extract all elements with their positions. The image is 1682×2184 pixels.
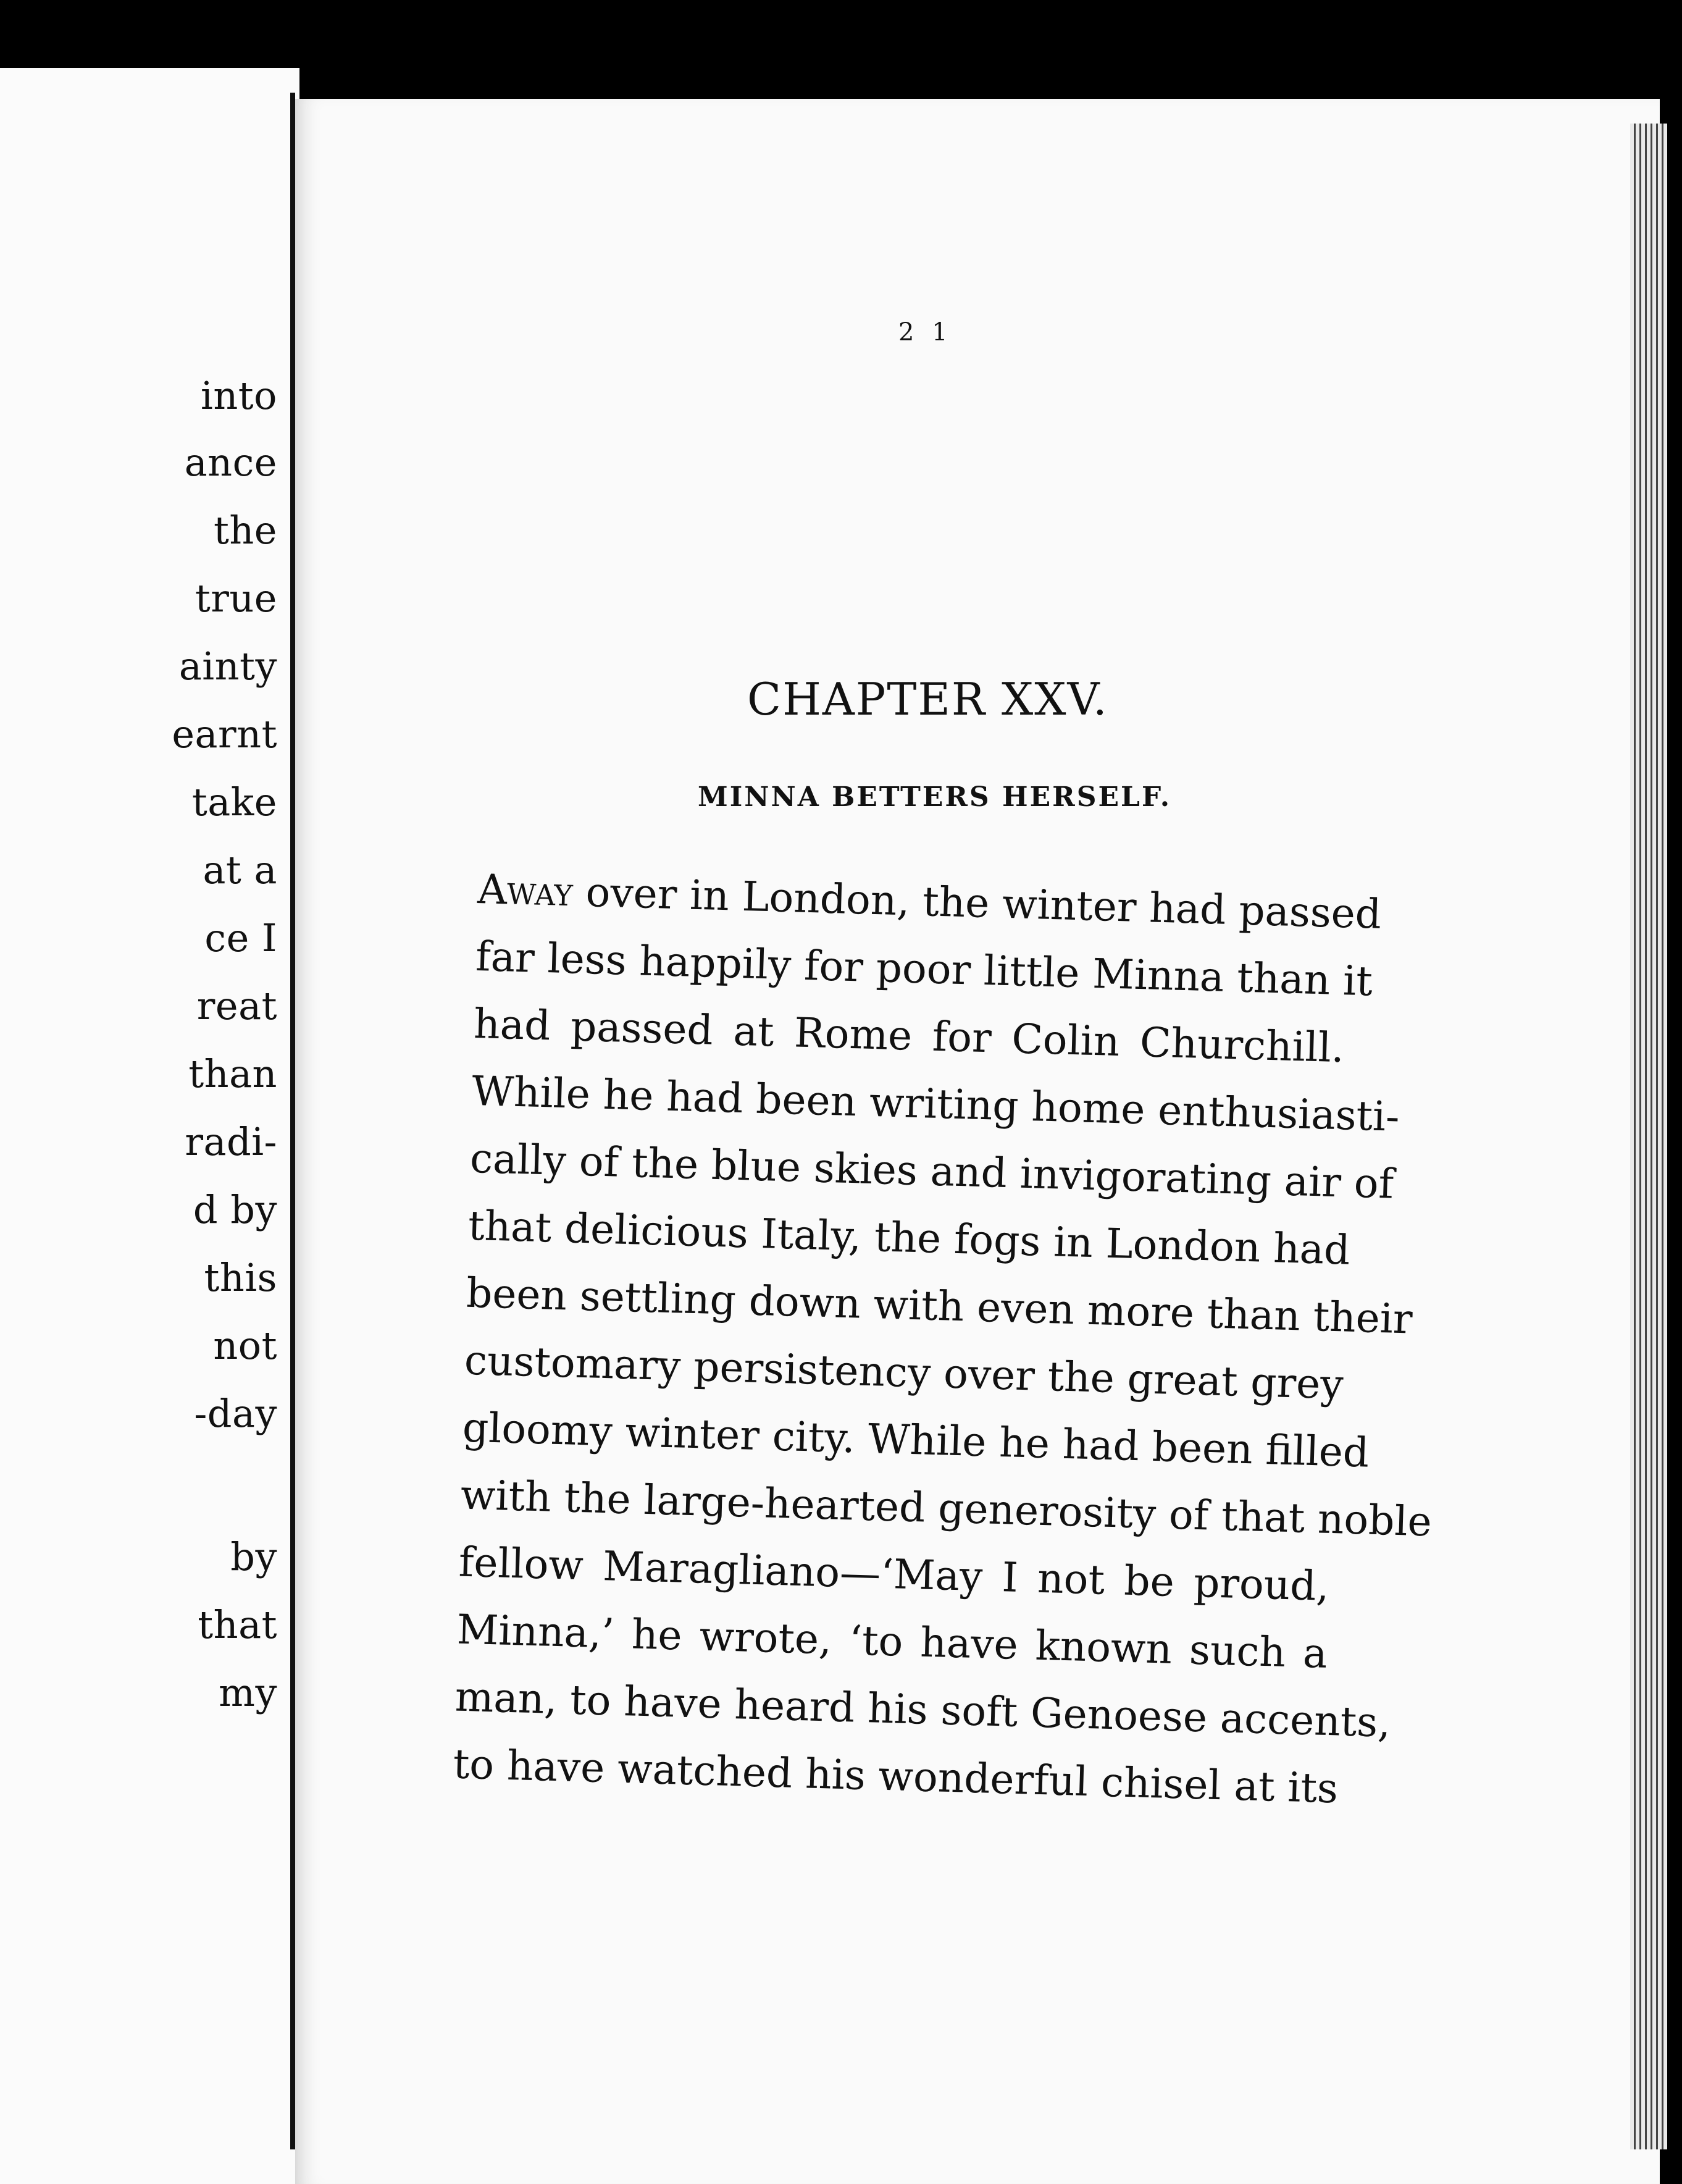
- binding-gutter: [290, 93, 295, 2149]
- page-edges: [1630, 124, 1667, 2149]
- body-line: had passed at Rome for Colin Churchill.: [473, 999, 1345, 1072]
- left-page-line: reat: [196, 983, 277, 1028]
- body-text: [452, 855, 1433, 1822]
- chapter-subtitle: MINNA BETTERS HERSELF.: [698, 781, 1172, 813]
- left-page-line: d by: [193, 1187, 277, 1232]
- body-line-0: over in London, the winter had passed: [572, 868, 1383, 938]
- body-line: While he had been writing home enthusiasti-: [471, 1067, 1400, 1141]
- body-line: fellow Maragliano—‘May I not be proud,: [458, 1538, 1330, 1610]
- left-page-line: than: [188, 1051, 277, 1096]
- body-line: gloomy winter city. While he had been filled: [462, 1403, 1370, 1477]
- left-page-line: the: [213, 508, 277, 553]
- left-page-line: ainty: [178, 644, 277, 689]
- page-number: 2 1: [898, 318, 953, 346]
- body-line: customary persistency over the great grey: [464, 1336, 1344, 1409]
- body-line: been settling down with even more than their: [466, 1269, 1413, 1343]
- chapter-title: CHAPTER XXV.: [747, 673, 1108, 725]
- body-line: to have watched his wonderful chisel at its: [452, 1740, 1339, 1813]
- left-page-line: radi-: [185, 1119, 277, 1164]
- left-page-line: that: [198, 1602, 277, 1647]
- left-page-line: -day: [194, 1391, 277, 1436]
- opening-word: Away: [477, 865, 574, 916]
- left-page-line: take: [191, 779, 277, 825]
- left-page-line: ce I: [204, 915, 277, 960]
- left-page-line: earnt: [172, 712, 277, 757]
- left-page-line: at a: [203, 847, 277, 892]
- body-line: far less happily for poor little Minna than it: [475, 932, 1373, 1006]
- left-page-line: this: [204, 1255, 277, 1300]
- left-page-line: my: [219, 1670, 277, 1715]
- body-line: Minna,’ he wrote, ‘to have known such a: [456, 1605, 1328, 1678]
- left-facing-page: [0, 68, 299, 2184]
- body-line: with the large-hearted generosity of that noble: [460, 1471, 1433, 1546]
- left-page-line: into: [200, 373, 277, 418]
- left-page-line: true: [195, 576, 277, 621]
- body-line: cally of the blue skies and invigorating air of: [469, 1134, 1395, 1208]
- body-line: that delicious Italy, the fogs in London had: [467, 1201, 1351, 1274]
- left-page-line: ance: [184, 440, 277, 485]
- left-page-line: by: [230, 1534, 277, 1579]
- left-page-line: not: [213, 1323, 277, 1368]
- body-line: man, to have heard his soft Genoese accents,: [454, 1673, 1392, 1747]
